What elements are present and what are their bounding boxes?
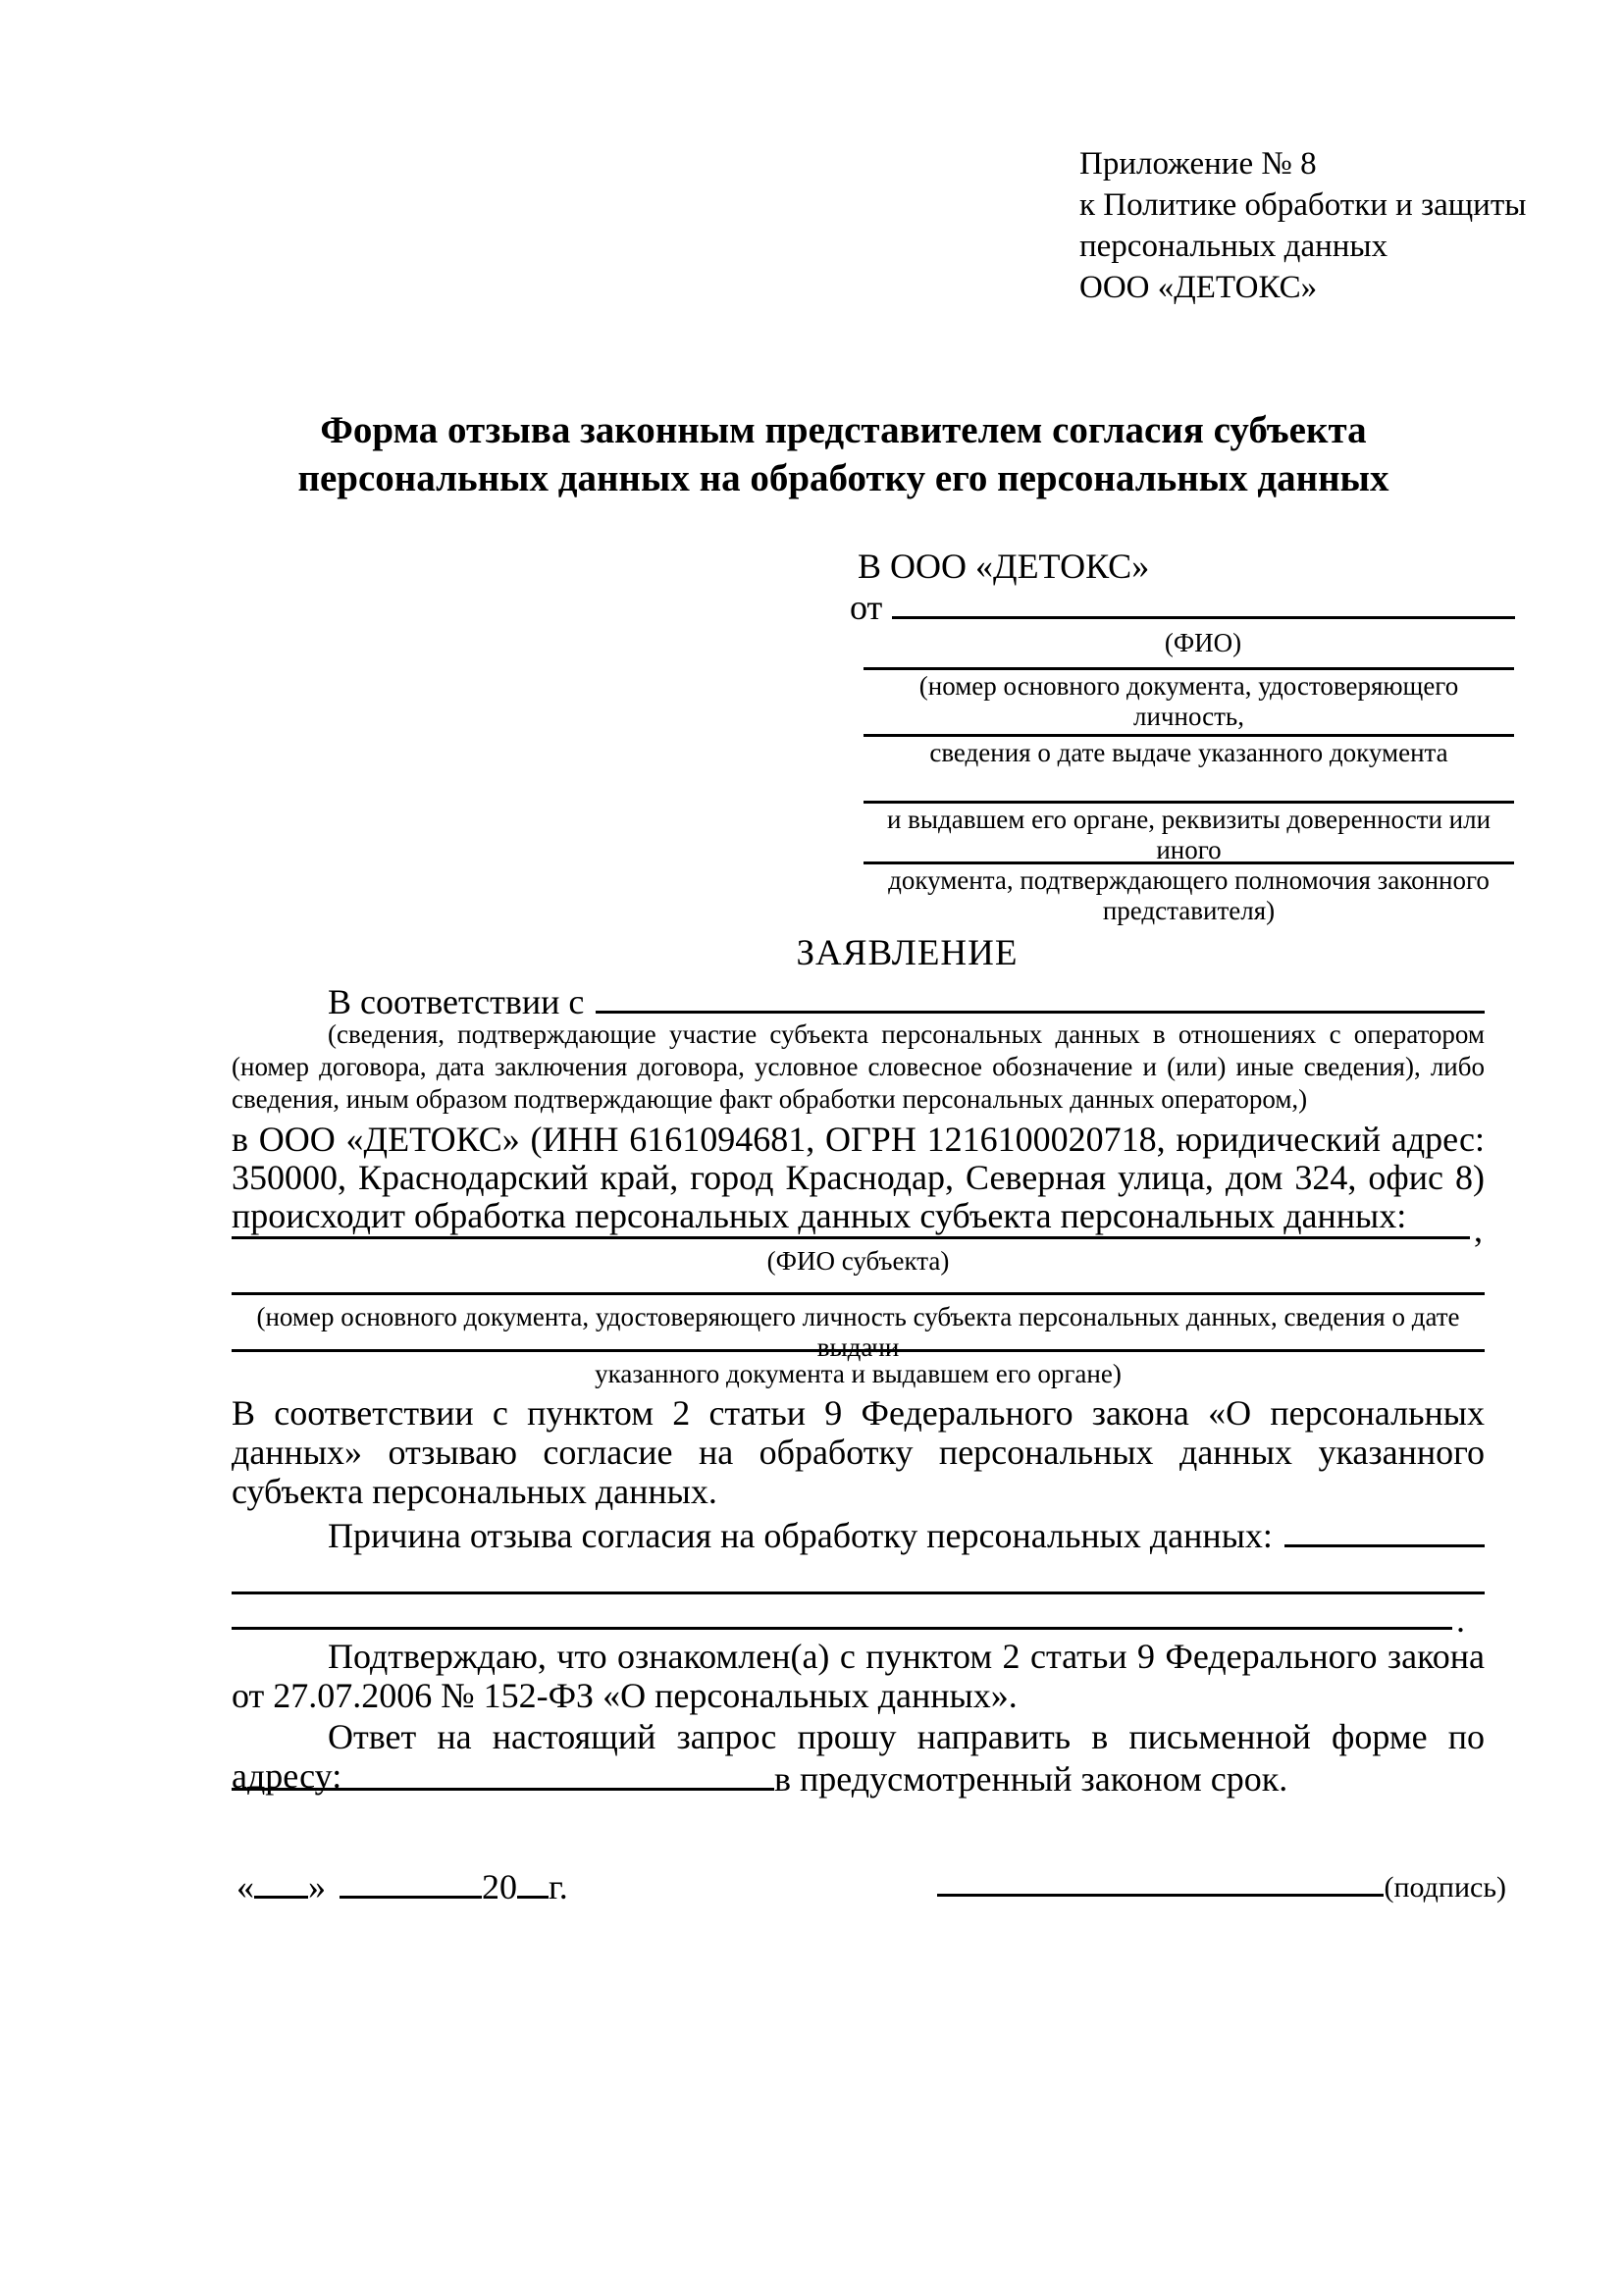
reply-request-paragraph: Ответ на настоящий запрос прошу направить в письменной форме по адресу:: [232, 1717, 1485, 1796]
intro-note: (сведения, подтверждающие участие субъекта персональных данных в отношениях с оператором (номер договора, дата заключения договора, условное словесное обозначение и (или) иные сведения), либо сведения, иным образом подтверждающие факт обработки персональных данных оператором,): [232, 1019, 1485, 1114]
withdrawal-paragraph: В соответствии с пунктом 2 статьи 9 Федерального закона «О персональных данных» отзываю согласие на обработку персональных данных указанного субъекта персональных данных.: [232, 1393, 1485, 1511]
quote-close: »: [308, 1867, 326, 1906]
reason-blank-line-2: [232, 1592, 1485, 1594]
year-prefix: 20: [482, 1867, 517, 1906]
issuing-authority-blank-line: [864, 801, 1514, 804]
addressee-organization: В ООО «ДЕТОКС»: [858, 547, 1150, 586]
reason-label: Причина отзыва согласия на обработку персональных данных:: [328, 1516, 1273, 1555]
reason-blank-line: [1284, 1515, 1485, 1547]
subject-document-caption: (номер основного документа, удостоверяющего личность субъекта персональных данных, сведения о дате выдачи: [256, 1302, 1460, 1362]
day-blank: [254, 1868, 308, 1899]
issue-date-blank-line: [864, 734, 1514, 737]
subject-document-blank-line: [232, 1292, 1485, 1295]
reason-blank-line-3: [232, 1627, 1452, 1630]
representative-authority-caption: документа, подтверждающего полномочия законного представителя): [888, 865, 1490, 925]
reply-tail: в предусмотренный законом срок.: [774, 1759, 1288, 1799]
subject-fio-blank-line: [232, 1236, 1470, 1239]
appendix-line: Приложение № 8: [1079, 146, 1317, 182]
year-suffix: г.: [549, 1867, 568, 1906]
appendix-line: персональных данных: [1079, 229, 1388, 264]
representative-authority-blank-line: [864, 861, 1514, 864]
intro-label: В соответствии с: [328, 982, 585, 1021]
month-blank: [340, 1868, 482, 1899]
trailing-period: .: [1456, 1600, 1465, 1640]
date-row: [236, 1866, 568, 1907]
fio-blank-line: [892, 587, 1515, 619]
signature-blank-line: [937, 1866, 1384, 1897]
address-blank-line: [232, 1760, 774, 1791]
reply-address-row: [232, 1758, 1485, 1800]
form-title-line: Форма отзыва законным представителем согласия субъекта: [320, 409, 1367, 451]
trailing-comma: ,: [1474, 1210, 1483, 1249]
subject-fio-caption: (ФИО субъекта): [766, 1246, 950, 1276]
document-number-caption: (номер основного документа, удостоверяющего личность,: [918, 671, 1459, 731]
confirmation-paragraph: Подтверждаю, что ознакомлен(а) с пунктом 2 статьи 9 Федерального закона от 27.07.2006 № 152-ФЗ «О персональных данных».: [232, 1637, 1485, 1715]
year-blank: [517, 1868, 549, 1899]
appendix-line: ООО «ДЕТОКС»: [1079, 270, 1318, 305]
operator-paragraph: в ООО «ДЕТОКС» (ИНН 6161094681, ОГРН 1216100020718, юридический адрес: 350000, Краснодарский край, город Краснодар, Северная улица, дом 324, офис 8) происходит обработка персональных данных субъекта персональных данных:: [232, 1120, 1485, 1235]
basis-blank-line: [596, 981, 1485, 1014]
issue-date-caption: сведения о дате выдаче указанного документа: [929, 738, 1448, 767]
quote-open: «: [236, 1867, 254, 1906]
form-title: [232, 406, 1455, 502]
subject-document-blank-line-2: [232, 1349, 1485, 1352]
statement-heading: ЗАЯВЛЕНИЕ: [796, 933, 1019, 973]
intro-row: [232, 981, 1485, 1022]
appendix-line: к Политике обработки и защиты: [1079, 187, 1527, 223]
fio-caption: (ФИО): [1164, 628, 1242, 657]
issuing-authority-caption: и выдавшем его органе, реквизиты доверенности или иного: [886, 805, 1492, 864]
subject-document-caption-2: указанного документа и выдавшем его органе): [595, 1359, 1122, 1388]
from-label: от: [850, 588, 883, 627]
signature-caption: (подпись): [1384, 1871, 1506, 1904]
reason-row: [232, 1515, 1485, 1556]
form-title-line: персональных данных на обработку его персональных данных: [297, 457, 1389, 499]
from-row: [850, 587, 1515, 628]
appendix-header: [1079, 143, 1526, 308]
document-number-blank-line: [864, 667, 1514, 670]
signature-row: [937, 1866, 1506, 1905]
